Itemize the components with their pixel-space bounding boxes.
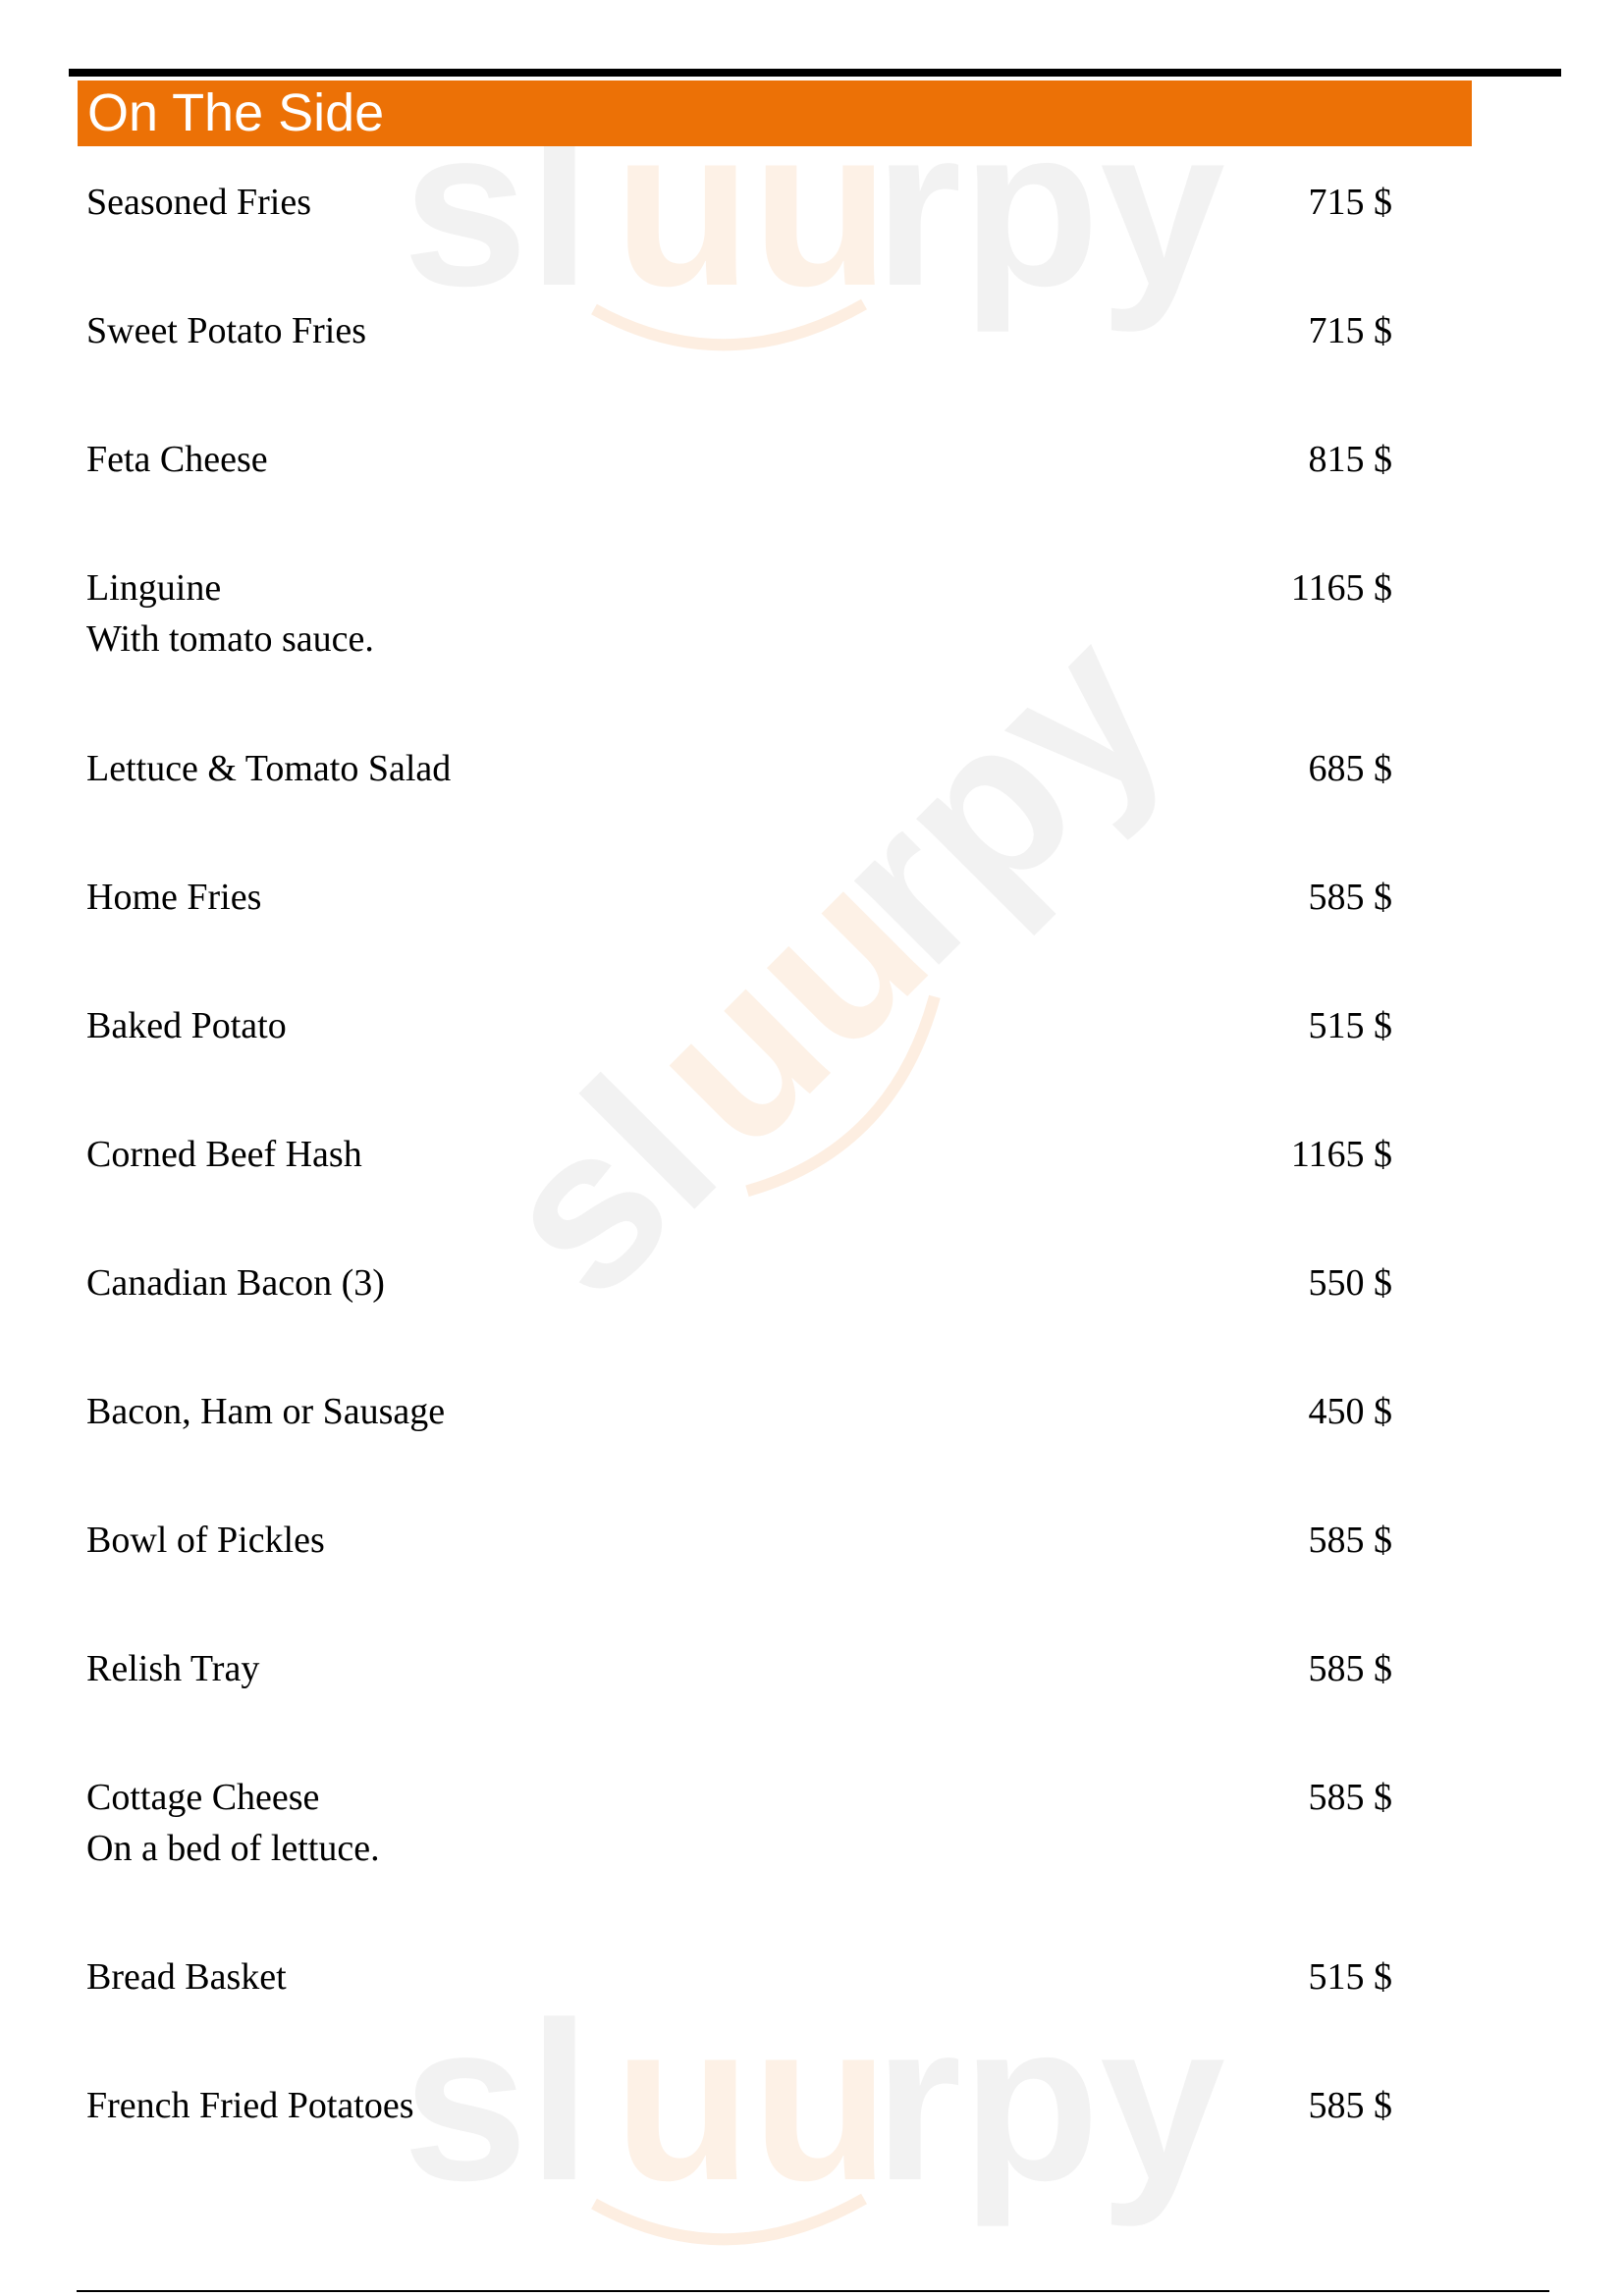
menu-item bbox=[86, 562, 1392, 670]
menu-item bbox=[86, 743, 1392, 851]
menu-item bbox=[86, 1515, 1392, 1623]
menu-item bbox=[86, 305, 1392, 413]
item-price: 585 $ bbox=[1308, 1520, 1392, 1561]
item-price: 715 $ bbox=[1308, 310, 1392, 351]
svg-text:uu: uu bbox=[614, 1975, 890, 2227]
bottom-divider bbox=[77, 2290, 1549, 2292]
item-price: 585 $ bbox=[1308, 1648, 1392, 1689]
menu-item bbox=[86, 177, 1392, 285]
item-price: 515 $ bbox=[1308, 1956, 1392, 1998]
item-name: Feta Cheese bbox=[86, 439, 268, 480]
item-name: Bowl of Pickles bbox=[86, 1520, 325, 1561]
section-header bbox=[78, 80, 1472, 146]
svg-text:rpy: rpy bbox=[874, 1975, 1225, 2227]
item-name: Cottage Cheese bbox=[86, 1777, 320, 1818]
svg-text:rpy: rpy bbox=[783, 582, 1211, 1010]
item-name: Baked Potato bbox=[86, 1005, 287, 1046]
svg-text:sl: sl bbox=[450, 1031, 762, 1344]
item-price: 515 $ bbox=[1308, 1005, 1392, 1046]
menu-item bbox=[86, 1643, 1392, 1751]
menu-item bbox=[86, 1000, 1392, 1108]
item-price: 585 $ bbox=[1308, 2085, 1392, 2126]
menu-item bbox=[86, 1129, 1392, 1237]
menu-item bbox=[86, 1772, 1392, 1880]
item-price: 550 $ bbox=[1308, 1262, 1392, 1304]
menu-item bbox=[86, 2080, 1392, 2188]
item-description: With tomato sauce. bbox=[86, 618, 374, 660]
item-price: 450 $ bbox=[1308, 1391, 1392, 1432]
item-price: 815 $ bbox=[1308, 439, 1392, 480]
item-description: On a bed of lettuce. bbox=[86, 1828, 380, 1869]
item-name: Corned Beef Hash bbox=[86, 1134, 362, 1175]
item-name: Linguine bbox=[86, 567, 222, 609]
item-name: Seasoned Fries bbox=[86, 182, 312, 223]
item-name: Canadian Bacon (3) bbox=[86, 1262, 385, 1304]
item-price: 585 $ bbox=[1308, 877, 1392, 918]
svg-text:sl: sl bbox=[403, 80, 591, 333]
item-name: Lettuce & Tomato Salad bbox=[86, 748, 452, 789]
item-price: 715 $ bbox=[1308, 182, 1392, 223]
menu-item bbox=[86, 434, 1392, 542]
item-name: French Fried Potatoes bbox=[86, 2085, 414, 2126]
menu-item bbox=[86, 1386, 1392, 1494]
svg-text:rpy: rpy bbox=[874, 80, 1225, 333]
item-name: Home Fries bbox=[86, 877, 262, 918]
svg-text:uu: uu bbox=[614, 80, 890, 333]
svg-text:uu: uu bbox=[599, 820, 973, 1195]
item-price: 585 $ bbox=[1308, 1777, 1392, 1818]
svg-text:sl: sl bbox=[403, 1975, 591, 2227]
item-name: Bacon, Ham or Sausage bbox=[86, 1391, 446, 1432]
item-name: Relish Tray bbox=[86, 1648, 260, 1689]
menu-item bbox=[86, 1257, 1392, 1365]
top-divider bbox=[69, 69, 1561, 77]
item-name: Sweet Potato Fries bbox=[86, 310, 366, 351]
section-title: On The Side bbox=[87, 83, 385, 142]
item-price: 1165 $ bbox=[1290, 567, 1392, 609]
menu-item bbox=[86, 1951, 1392, 2059]
item-price: 685 $ bbox=[1308, 748, 1392, 789]
menu-item bbox=[86, 872, 1392, 980]
item-name: Bread Basket bbox=[86, 1956, 287, 1998]
item-price: 1165 $ bbox=[1290, 1134, 1392, 1175]
